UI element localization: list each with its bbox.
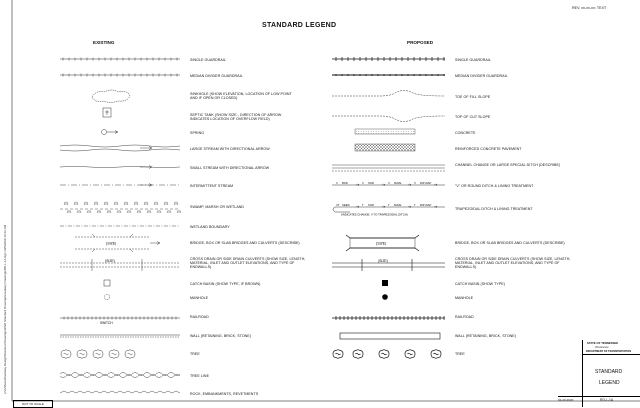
ditch-arrow bbox=[408, 184, 411, 186]
swamp-symbol bbox=[60, 202, 181, 214]
tree-mark bbox=[64, 353, 69, 355]
guardrail-post bbox=[425, 74, 427, 76]
existing-wall-symbol bbox=[60, 335, 180, 337]
proposed-bridge-size: (SIZE) bbox=[376, 241, 387, 246]
ditch-lining-label: RAVE bbox=[394, 203, 402, 207]
legend-label: "V" OR ROUND DITCH & LINING TREATMENT bbox=[455, 184, 534, 188]
revision-note: REV. xx-xx-xx: TEXT bbox=[572, 6, 607, 10]
existing-bridge-size: (SIZE) bbox=[106, 241, 117, 246]
ditch-arrow bbox=[408, 206, 411, 208]
legend-label: SINGLE GUARDRAIL bbox=[190, 58, 226, 62]
legend-label: SWAMP, MARSH OR WETLAND bbox=[190, 205, 245, 209]
legend-label: MANHOLE bbox=[190, 296, 209, 300]
sheet-title-1: STANDARD bbox=[595, 369, 623, 375]
tree-mark bbox=[408, 353, 413, 355]
proposed-wall-symbol bbox=[340, 333, 440, 339]
intermittent-stream-symbol bbox=[60, 184, 180, 187]
swamp-tuft bbox=[94, 202, 98, 206]
existing-bridge-symbol bbox=[75, 234, 160, 252]
guardrail-post bbox=[443, 74, 445, 76]
swamp-tuft bbox=[134, 202, 138, 206]
title-block-footer bbox=[558, 396, 640, 403]
existing-single-guardrail-symbol bbox=[60, 58, 180, 61]
guardrail-post bbox=[335, 74, 337, 76]
legend-label: WALL (RETAINING, BRICK, STONE) bbox=[455, 334, 517, 338]
tree-mark bbox=[434, 353, 439, 355]
guardrail-post bbox=[431, 74, 433, 76]
proposed-single-guardrail-symbol bbox=[332, 57, 445, 61]
state-line: STATE OF TENNESSEE bbox=[587, 341, 619, 345]
legend-label: CROSS DRAIN OR SIDE DRAIN CULVERTS (SHOW SIZE, LENGTH, MATERIAL, INLET AND OUTLET ELEVATIONS, AND TYPE OF ENDWALLS) bbox=[455, 257, 571, 270]
septic-tank-symbol bbox=[103, 108, 111, 117]
switch-label: SWITCH bbox=[100, 321, 113, 325]
legend-label: SMALL STREAM WITH DIRECTIONAL ARROW bbox=[190, 166, 270, 170]
guardrail-post bbox=[353, 74, 355, 76]
swamp-tuft bbox=[164, 202, 168, 206]
guardrail-post bbox=[419, 74, 421, 76]
proposed-manhole-symbol bbox=[382, 294, 388, 300]
swamp-tuft bbox=[64, 202, 68, 206]
legend-label: TOE OF FILL SLOPE bbox=[455, 95, 491, 99]
legend-label: CROSS DRAIN OR SIDE DRAIN CULVERTS (SHOW SIZE, LENGTH, MATERIAL, INLET AND OUTLET ELEVATIONS, AND TYPE OF ENDWALLS) bbox=[190, 257, 306, 270]
proposed-median-guardrail-symbol bbox=[332, 74, 445, 76]
existing-culvert-symbol bbox=[60, 259, 180, 271]
guardrail-post bbox=[347, 74, 349, 76]
swamp-tuft bbox=[174, 202, 178, 206]
legend-label: CATCH BASIN (SHOW TYPE) bbox=[455, 282, 505, 286]
tree-mark bbox=[96, 353, 101, 355]
swamp-tuft bbox=[144, 202, 148, 206]
small-stream-symbol bbox=[60, 166, 180, 169]
drawing-date: 02-20-2020 bbox=[558, 398, 574, 402]
swamp-tuft bbox=[157, 210, 161, 213]
ditch-arrow bbox=[434, 184, 437, 186]
rcp-symbol bbox=[355, 144, 415, 151]
ditch-lining-label: RAVE bbox=[394, 181, 402, 185]
existing-manhole-symbol bbox=[104, 294, 109, 299]
concrete-symbol bbox=[355, 129, 415, 134]
swamp-tuft bbox=[104, 202, 108, 206]
existing-median-guardrail-symbol bbox=[60, 74, 180, 77]
ditch-type-label: V bbox=[336, 181, 338, 185]
page-title: STANDARD LEGEND bbox=[262, 22, 337, 29]
legend-label: RAILROAD bbox=[455, 315, 474, 319]
legend-label: REINFORCED CONCRETE PAVEMENT bbox=[455, 147, 522, 151]
tree-line-symbol bbox=[60, 373, 180, 378]
legend-label: MEDIAN DIVIDER GUARDRAIL bbox=[190, 74, 243, 78]
sinkhole-symbol bbox=[92, 90, 130, 103]
guardrail-post bbox=[383, 74, 385, 76]
legend-label: CONCRETE bbox=[455, 131, 476, 135]
channel-change-symbol bbox=[332, 165, 445, 171]
ditch-lining-label: RIP-RAP bbox=[420, 181, 432, 185]
sheet-title-2: LEGEND bbox=[599, 380, 620, 386]
swamp-tuft bbox=[127, 210, 131, 213]
legend-label: MANHOLE bbox=[455, 296, 474, 300]
swamp-tuft bbox=[74, 202, 78, 206]
ditch-type-label: V bbox=[362, 181, 364, 185]
swamp-tuft bbox=[67, 210, 71, 213]
guardrail-post bbox=[437, 74, 439, 76]
ditch-lining-label: SOD bbox=[368, 181, 375, 185]
spring-symbol bbox=[102, 130, 119, 135]
swamp-tuft bbox=[117, 210, 121, 213]
existing-catch-basin-symbol bbox=[104, 280, 110, 286]
legend-label: SEPTIC TANK (SHOW SIZE - DIRECTION OF ARROW INDICATES LOCATION OF OVERFLOW FIELD) bbox=[190, 113, 282, 122]
tree-mark bbox=[356, 353, 361, 355]
existing-trees-symbol bbox=[61, 350, 135, 359]
existing-culvert-size: (SIZE) bbox=[105, 259, 115, 263]
proposed-header: PROPOSED bbox=[407, 40, 434, 45]
legend-label: CATCH BASIN (SHOW TYPE, IF BROWN) bbox=[190, 282, 261, 286]
legend-label: SPRING bbox=[190, 131, 205, 135]
dot-logo: Tennessee bbox=[595, 344, 609, 349]
swamp-tuft bbox=[147, 210, 151, 213]
file-path-stamp: p:\r\20\xxx\Roadway Design\Standard Drawings\2020 Standard Drawings\roadway Drawings\RD-L-1A.dgn 1/25/2020 10:12 AM bbox=[3, 224, 7, 394]
ditch-lining-label: BSD bbox=[342, 181, 348, 185]
legend-label: MEDIAN DIVIDER GUARDRAIL bbox=[455, 74, 508, 78]
large-stream-symbol bbox=[60, 145, 180, 151]
rock-symbol bbox=[60, 391, 180, 393]
swamp-tuft bbox=[177, 210, 181, 213]
title-block-header bbox=[583, 340, 640, 355]
guardrail-post bbox=[365, 74, 367, 76]
legend-label: LARGE STREAM WITH DIRECTIONAL ARROW bbox=[190, 147, 270, 151]
ditch-arrow bbox=[356, 184, 359, 186]
ditch-lining-label: RIP-RAP bbox=[420, 203, 432, 207]
legend-label: TREE bbox=[455, 352, 465, 356]
guardrail-post bbox=[407, 74, 409, 76]
scale-note: NOT TO SCALE bbox=[13, 400, 53, 408]
swamp-tuft bbox=[137, 210, 141, 213]
top-cut-slope-symbol bbox=[332, 116, 445, 122]
swamp-tuft bbox=[124, 202, 128, 206]
legend-label: SINKHOLE (SHOW ELEVATION, LOCATION OF LOW POINT AND IF OPEN OR CLOSED) bbox=[190, 92, 292, 101]
sheet-number: RD-L-1A bbox=[600, 398, 614, 402]
legend-label: TREE LINE bbox=[190, 374, 210, 378]
guardrail-post bbox=[401, 74, 403, 76]
ditch-arrow bbox=[382, 206, 385, 208]
guardrail-post bbox=[389, 74, 391, 76]
ditch-type-label: V bbox=[414, 181, 416, 185]
ditch-lining-label: SOD bbox=[368, 203, 375, 207]
toe-fill-slope-symbol bbox=[332, 91, 445, 97]
legend-label: TRAPEZOIDAL DITCH & LINING TREATMENT bbox=[455, 207, 533, 211]
swamp-tuft bbox=[87, 210, 91, 213]
proposed-railroad-symbol bbox=[332, 316, 445, 320]
ditch-arrow bbox=[382, 184, 385, 186]
swamp-tuft bbox=[107, 210, 111, 213]
legend-label: WETLAND BOUNDARY bbox=[190, 225, 230, 229]
tree-mark bbox=[336, 353, 341, 355]
existing-header: EXISTING bbox=[93, 40, 115, 45]
guardrail-post bbox=[377, 74, 379, 76]
ditch-type-label: T bbox=[362, 203, 364, 207]
swamp-tuft bbox=[77, 210, 81, 213]
proposed-culvert-size: (SIZE) bbox=[378, 259, 388, 263]
title-block bbox=[558, 340, 640, 407]
ditch-type-label: T bbox=[388, 203, 390, 207]
guardrail-post bbox=[359, 74, 361, 76]
proposed-catch-basin-symbol bbox=[382, 280, 388, 286]
legend-label: TREE bbox=[190, 352, 200, 356]
trap-ditch-caption: (INDICATES CHANGE: V TO TRAPEZOIDAL DITCH) bbox=[341, 212, 408, 217]
existing-railroad-symbol bbox=[60, 317, 180, 320]
ditch-arrow bbox=[434, 206, 437, 208]
legend-label: CHANNEL CHANGE OR LARGE SPECIAL DITCH (DESCRIBE) bbox=[455, 163, 561, 167]
legend-label: INTERMITTENT STREAM bbox=[190, 184, 234, 188]
dept-line: DEPARTMENT OF TRANSPORTATION bbox=[586, 349, 631, 353]
swamp-tuft bbox=[167, 210, 171, 213]
trap-ditch-symbol bbox=[333, 203, 445, 212]
tree-mark bbox=[112, 353, 117, 355]
swamp-tuft bbox=[114, 202, 118, 206]
guardrail-post bbox=[341, 74, 343, 76]
ditch-type-label: VT bbox=[336, 203, 340, 207]
swamp-tuft bbox=[97, 210, 101, 213]
guardrail-post bbox=[413, 74, 415, 76]
ditch-arrow bbox=[356, 206, 359, 208]
legend-label: SINGLE GUARDRAIL bbox=[455, 58, 491, 62]
tree-mark bbox=[128, 353, 133, 355]
proposed-trees-symbol bbox=[333, 350, 441, 359]
guardrail-post bbox=[395, 74, 397, 76]
tree-mark bbox=[80, 353, 85, 355]
guardrail-post bbox=[371, 74, 373, 76]
ditch-lining-label: SEED bbox=[342, 203, 350, 207]
legend-label: RAILROAD bbox=[190, 315, 209, 319]
tree-mark bbox=[382, 353, 387, 355]
legend-label: TOP OF CUT SLOPE bbox=[455, 115, 491, 119]
ditch-type-label: T bbox=[414, 203, 416, 207]
swamp-tuft bbox=[154, 202, 158, 206]
proposed-culvert-symbol bbox=[332, 259, 445, 271]
swamp-tuft bbox=[84, 202, 88, 206]
v-ditch-symbol bbox=[332, 181, 445, 186]
legend-label: BRIDGE, BOX OR SLAB BRIDGES AND CULVERTS (DESCRIBE) bbox=[190, 241, 300, 245]
legend-label: WALL (RETAINING, BRICK, STONE) bbox=[190, 334, 252, 338]
legend-label: BRIDGE, BOX OR SLAB BRIDGES AND CULVERTS (DESCRIBE) bbox=[455, 241, 565, 245]
ditch-type-label: V bbox=[388, 181, 390, 185]
legend-label: ROCK, EMBANKMENTS, REVETMENTS bbox=[190, 392, 259, 396]
